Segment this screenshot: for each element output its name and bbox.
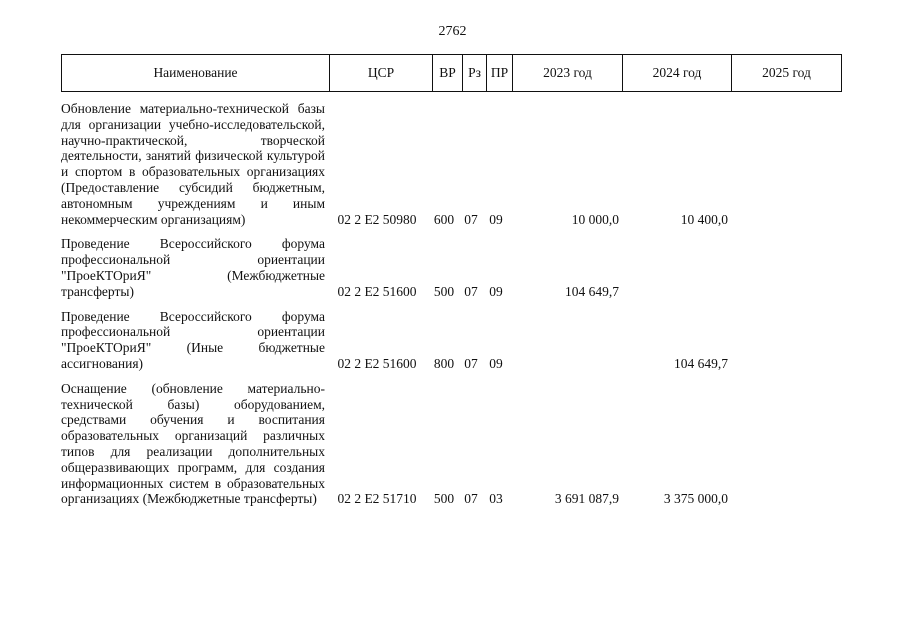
row-2024: 10 400,0	[680, 211, 728, 227]
row-pr: 09	[489, 211, 503, 227]
row-name: Обновление материально-технической базы для организации учебно-исследовательской, научно-практической, творческой деятельности, занятий физической культурой и спортом в образовательных организациях (Предоставление субсидий бюджетным, автономным учреждениям и иным некоммерческим организациям)	[61, 101, 325, 227]
row-pr: 09	[489, 355, 503, 371]
row-2023: 10 000,0	[571, 211, 619, 227]
table-header	[61, 54, 842, 92]
header-name: Наименование	[62, 55, 330, 92]
row-pr: 03	[489, 491, 503, 507]
page-number: 2762	[438, 24, 467, 39]
table-row	[61, 372, 841, 507]
row-2023: 104 649,7	[565, 283, 619, 299]
header-pr: ПР	[487, 55, 513, 92]
table-row	[61, 92, 841, 227]
row-name: Проведение Всероссийского форума профессиональной ориентации "ПроеКТОриЯ" (Межбюджетные трансферты)	[61, 236, 325, 299]
row-name: Оснащение (обновление материально-технической базы) оборудованием, средствами обучения и воспитания образовательных организаций различных типов для реализации дополнительных общеразвивающих программ, для создания информационных систем в образовательных организациях (Межбюджетные трансферты)	[61, 380, 325, 507]
table-body	[61, 92, 841, 507]
row-rz: 07	[464, 283, 478, 299]
table-row	[61, 227, 841, 299]
header-2025: 2025 год	[732, 55, 842, 92]
row-csr: 02 2 Е2 51600	[337, 355, 417, 371]
row-rz: 07	[464, 491, 478, 507]
row-vr: 600	[433, 211, 455, 227]
row-vr: 500	[433, 283, 455, 299]
header-2023: 2023 год	[513, 55, 623, 92]
row-vr: 500	[433, 491, 455, 507]
table-row	[61, 300, 841, 372]
row-2024: 3 375 000,0	[663, 491, 728, 507]
row-csr: 02 2 Е2 51600	[337, 283, 417, 299]
row-csr: 02 2 Е2 51710	[337, 491, 417, 507]
row-name: Проведение Всероссийского форума профессиональной ориентации "ПроеКТОриЯ" (Иные бюджетные ассигнования)	[61, 308, 325, 371]
row-vr: 800	[433, 355, 455, 371]
header-csr: ЦСР	[330, 55, 433, 92]
row-2024: 104 649,7	[674, 355, 728, 371]
row-csr: 02 2 Е2 50980	[337, 211, 417, 227]
header-rz: Рз	[463, 55, 487, 92]
row-rz: 07	[464, 211, 478, 227]
header-2024: 2024 год	[623, 55, 732, 92]
header-vr: ВР	[433, 55, 463, 92]
row-rz: 07	[464, 355, 478, 371]
row-pr: 09	[489, 283, 503, 299]
row-2023: 3 691 087,9	[554, 491, 619, 507]
